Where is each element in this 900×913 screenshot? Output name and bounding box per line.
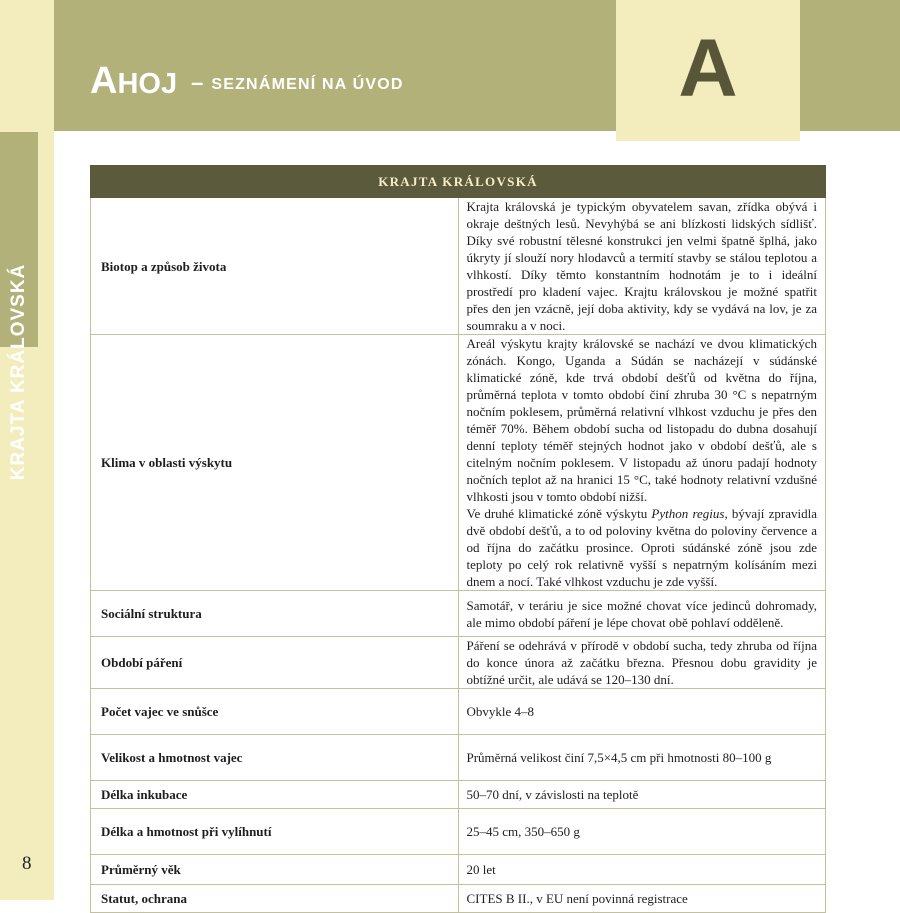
table-body bbox=[91, 198, 826, 913]
title-rest: HOJ bbox=[117, 68, 178, 100]
row-value-paragraph: Ve druhé klimatické zóně výskytu Python regius, bývají zpravidla dvě období dešťů, a to od poloviny května do poloviny července a od října do začátku prosince. Oproti súdánské zóně jsou zde teploty po celý rok relativně vyšší s nepatrným kolísáním mezi dnem a nocí. Také vlhkost vzduchu je zde vyšší. bbox=[466, 506, 817, 589]
row-label: Období páření bbox=[91, 637, 459, 689]
table-row bbox=[91, 809, 826, 855]
table-row bbox=[91, 689, 826, 735]
row-label: Biotop a způsob života bbox=[91, 198, 459, 335]
page-number: 8 bbox=[22, 853, 32, 874]
title-subtitle: SEZNÁMENÍ NA ÚVOD bbox=[211, 76, 404, 93]
table-banner-row bbox=[91, 166, 826, 198]
row-label: Sociální struktura bbox=[91, 591, 459, 637]
row-value-paragraph: CITES B II., v EU není povinná registrace bbox=[466, 891, 688, 906]
row-value bbox=[458, 198, 826, 335]
row-value bbox=[458, 637, 826, 689]
row-value bbox=[458, 335, 826, 591]
row-value bbox=[458, 855, 826, 885]
table-row bbox=[91, 637, 826, 689]
page-title bbox=[90, 60, 404, 103]
info-table bbox=[90, 165, 826, 913]
table-row bbox=[91, 335, 826, 591]
row-label: Délka inkubace bbox=[91, 781, 459, 809]
row-value-paragraph: Areál výskytu krajty královské se nachází ve dvou klimatických zónách. Kongo, Uganda a Súdán se nacházejí v súdánské klimatické zóně, kde trvá období dešťů od května do října, průměrná teplota v tomto období činí zhruba 30 °C s nepatrným nočním poklesem, průměrná relativní vlhkost vzduchu je přes den téměř 70%. Během období sucha od listopadu do dubna dosahují denní teploty téměř stejných hodnot jako v období dešťů, ale s citelným nočním poklesem. V listopadu až únoru padají hodnoty nočních teplot až na hranici 15 °C, také hodnoty relativní vzdušné vlhkosti jsou v tomto období nižší. bbox=[466, 336, 817, 504]
row-value bbox=[458, 689, 826, 735]
row-value bbox=[458, 885, 826, 913]
row-label: Počet vajec ve snůšce bbox=[91, 689, 459, 735]
row-value-paragraph: Krajta královská je typickým obyvatelem savan, zřídka obývá i okraje deštných lesů. Nevyhýbá se ani blízkosti lidských sídlišť. Díky své robustní tělesné konstrukci jen velmi špatně šplhá, jako úkryty jí slouží nory hlodavců a termití stavby se stálou teplotou a vlhkostí. Díky těmto konstantním hodnotám je to i ideální prostředí pro kladení vajec. Krajtu královskou je možné spatřit přes den jen vzácně, její doba aktivity, kdy se vydává na lov, je za soumraku a v noci. bbox=[466, 199, 817, 333]
info-table-wrap bbox=[90, 165, 826, 913]
row-label: Délka a hmotnost při vylíhnutí bbox=[91, 809, 459, 855]
title-initial: A bbox=[90, 60, 118, 102]
row-value-paragraph: Samotář, v teráriu je sice možné chovat více jedinců dohromady, ale mimo období páření je lépe chovat obě pohlaví odděleně. bbox=[466, 597, 817, 630]
row-value bbox=[458, 809, 826, 855]
row-value-paragraph: Průměrná velikost činí 7,5×4,5 cm při hmotnosti 80–100 g bbox=[466, 750, 772, 765]
row-value-paragraph: Obvykle 4–8 bbox=[466, 704, 535, 719]
table-row bbox=[91, 855, 826, 885]
row-value-paragraph: 50–70 dní, v závislosti na teplotě bbox=[466, 787, 639, 802]
row-value-paragraph: 25–45 cm, 350–650 g bbox=[466, 824, 580, 839]
row-value-paragraph: 20 let bbox=[466, 862, 496, 877]
row-label: Průměrný věk bbox=[91, 855, 459, 885]
section-letter-box bbox=[616, 0, 800, 141]
side-tab-label: KRAJTA KRÁLOVSKÁ bbox=[8, 263, 29, 481]
title-dash: – bbox=[191, 70, 204, 95]
table-row bbox=[91, 781, 826, 809]
table-row bbox=[91, 198, 826, 335]
side-tab bbox=[0, 132, 38, 481]
table-banner: KRAJTA KRÁLOVSKÁ bbox=[91, 166, 826, 198]
row-label: Klima v oblasti výskytu bbox=[91, 335, 459, 591]
row-value-paragraph: Páření se odehrává v přírodě v období sucha, tedy zhruba od října do konce února až začátku března. Přesnou dobu gravidity je obtížné určit, ale udává se 120–130 dní. bbox=[466, 638, 817, 687]
section-letter: A bbox=[678, 23, 738, 114]
row-value bbox=[458, 591, 826, 637]
table-row bbox=[91, 735, 826, 781]
row-value bbox=[458, 781, 826, 809]
species-name: Python regius bbox=[651, 506, 725, 521]
table-row bbox=[91, 591, 826, 637]
row-label: Statut, ochrana bbox=[91, 885, 459, 913]
row-label: Velikost a hmotnost vajec bbox=[91, 735, 459, 781]
table-row bbox=[91, 885, 826, 913]
row-value bbox=[458, 735, 826, 781]
